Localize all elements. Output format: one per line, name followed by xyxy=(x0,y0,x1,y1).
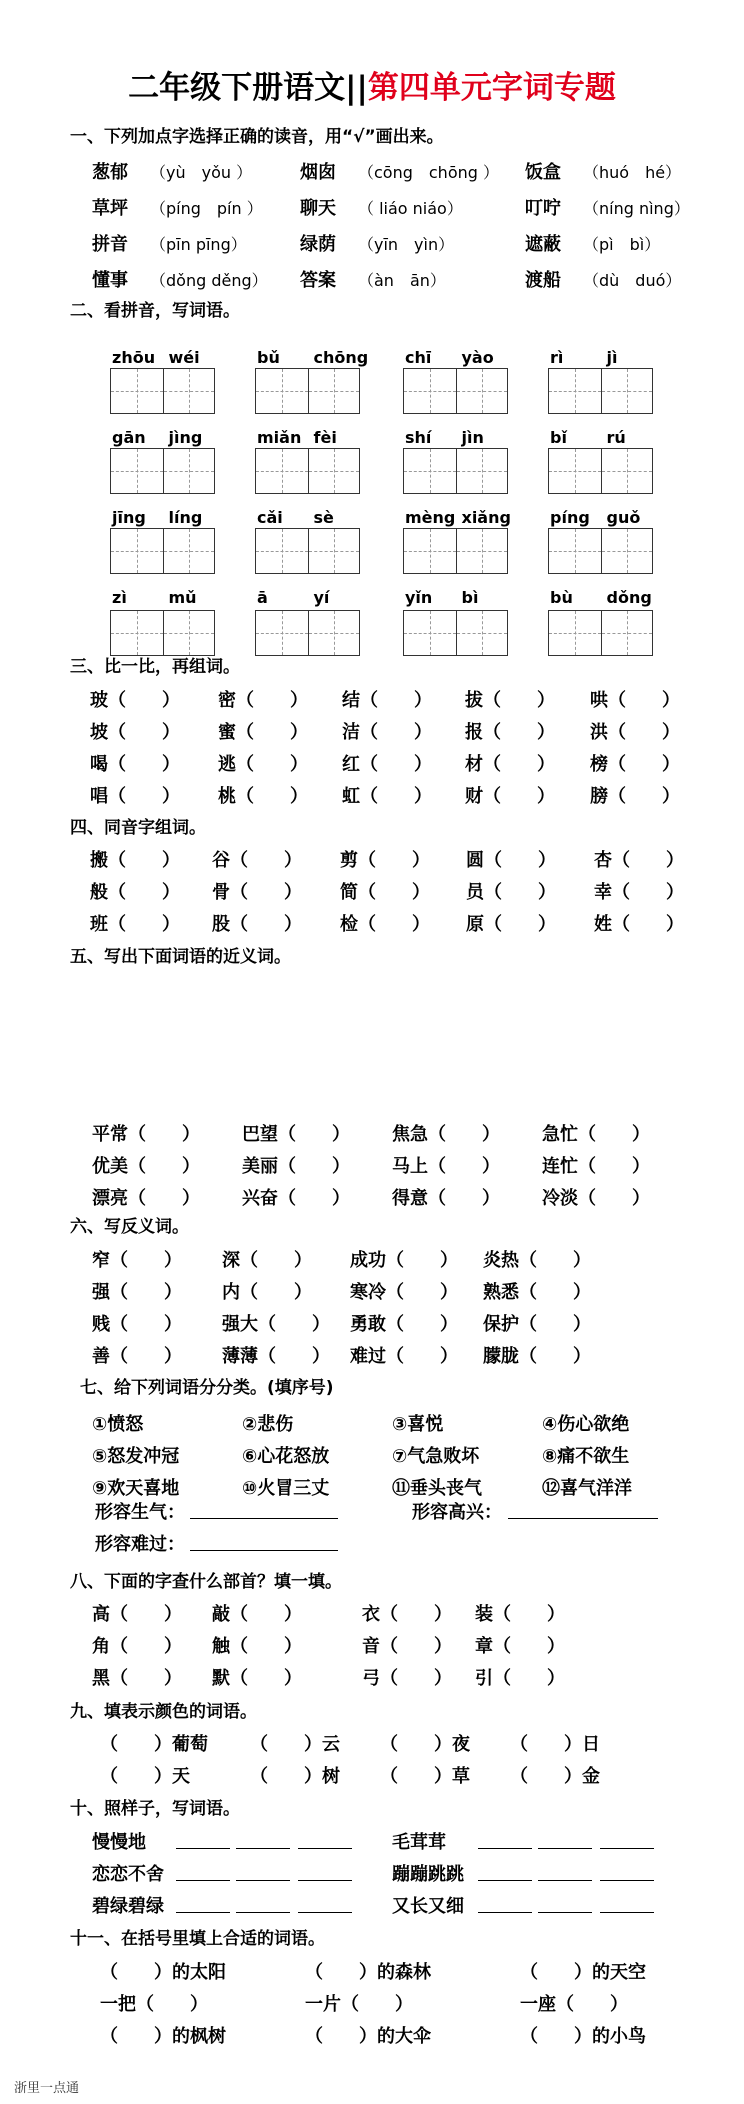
pinyin-label: chī xyxy=(405,348,432,367)
tian-grid-box[interactable] xyxy=(255,448,360,494)
homophone-word-item[interactable]: 简（ ） xyxy=(340,882,430,903)
tian-grid-box[interactable] xyxy=(548,368,653,414)
pronunciation-options[interactable]: （ liáo niáo） xyxy=(358,199,463,218)
fill-phrase-item[interactable]: 一把（ ） xyxy=(100,1994,208,2015)
color-word-row xyxy=(0,1730,744,1760)
pattern-blank[interactable] xyxy=(600,1912,654,1913)
fill-phrase-row xyxy=(0,1958,744,1988)
tian-cell[interactable] xyxy=(308,449,360,493)
pattern-blank[interactable] xyxy=(236,1912,290,1913)
classify-word: ①愤怒 xyxy=(92,1414,144,1435)
pinyin-label: guǒ xyxy=(606,508,641,527)
radical-word-item[interactable]: 黑（ ） xyxy=(92,1668,182,1689)
classify-word: ⑫喜气洋洋 xyxy=(542,1478,632,1499)
pattern-blank[interactable] xyxy=(298,1880,352,1881)
pinyin-label: zì xyxy=(112,588,127,607)
radical-word-item[interactable]: 弓（ ） xyxy=(362,1668,452,1689)
pronunciation-row xyxy=(0,158,744,188)
section-5-heading: 五、写出下面词语的近义词。 xyxy=(70,947,291,967)
compare-word-row xyxy=(0,750,744,780)
pronunciation-options[interactable]: （àn ān） xyxy=(358,271,446,290)
section-11-heading: 十一、在括号里填上合适的词语。 xyxy=(70,1929,325,1949)
pattern-blank[interactable] xyxy=(478,1848,532,1849)
radical-word-row xyxy=(0,1600,744,1630)
radical-word-row xyxy=(0,1632,744,1662)
compare-word-item[interactable]: 膀（ ） xyxy=(590,786,680,807)
section-2-heading: 二、看拼音，写词语。 xyxy=(70,301,240,321)
antonym-word-row xyxy=(0,1278,744,1308)
tian-grid-box[interactable] xyxy=(403,368,508,414)
homophone-word-item[interactable]: 搬（ ） xyxy=(90,850,180,871)
pinyin-label: rú xyxy=(606,428,626,447)
tian-cell[interactable] xyxy=(308,369,360,413)
antonym-word-item[interactable]: 寒冷（ ） xyxy=(350,1282,458,1303)
tian-grid-box[interactable] xyxy=(255,528,360,574)
antonym-word-item[interactable]: 保护（ ） xyxy=(483,1314,591,1335)
tian-cell[interactable] xyxy=(601,529,653,573)
radical-word-item[interactable]: 默（ ） xyxy=(212,1668,302,1689)
pinyin-label: líng xyxy=(168,508,203,527)
classify-word: ⑦气急败坏 xyxy=(392,1446,480,1467)
compare-word-item[interactable]: 蜜（ ） xyxy=(218,722,308,743)
pronunciation-row xyxy=(0,266,744,296)
homophone-word-item[interactable]: 员（ ） xyxy=(466,882,556,903)
compare-word-item[interactable]: 报（ ） xyxy=(465,722,555,743)
compare-word-item[interactable]: 唱（ ） xyxy=(90,786,180,807)
homophone-word-item[interactable]: 班（ ） xyxy=(90,914,180,935)
section-6-heading: 六、写反义词。 xyxy=(70,1217,189,1237)
synonym-word-row xyxy=(0,1152,744,1182)
color-word-item[interactable]: （ ）金 xyxy=(510,1766,600,1787)
pinyin-label: yǐn xyxy=(405,588,433,607)
tian-cell[interactable] xyxy=(163,611,215,655)
radical-word-item[interactable]: 音（ ） xyxy=(362,1636,452,1657)
compare-word-item[interactable]: 拔（ ） xyxy=(465,690,555,711)
antonym-word-item[interactable]: 炎热（ ） xyxy=(483,1250,591,1271)
pattern-blank[interactable] xyxy=(176,1912,230,1913)
tian-grid-box[interactable] xyxy=(548,528,653,574)
pattern-blank[interactable] xyxy=(478,1912,532,1913)
tian-cell[interactable] xyxy=(601,449,653,493)
tian-cell[interactable] xyxy=(111,369,163,413)
classify-word: ②悲伤 xyxy=(242,1414,294,1435)
pattern-example: 毛茸茸 xyxy=(392,1832,446,1853)
pinyin-label: miǎn xyxy=(257,428,302,447)
pinyin-label: bù xyxy=(550,588,573,607)
pronunciation-word: 聊天 xyxy=(300,198,336,219)
pinyin-label: jīng xyxy=(112,508,146,527)
classify-word: ④伤心欲绝 xyxy=(542,1414,630,1435)
antonym-word-item[interactable]: 薄薄（ ） xyxy=(222,1346,330,1367)
pinyin-label: fèi xyxy=(313,428,337,447)
compare-word-row xyxy=(0,718,744,748)
compare-word-item[interactable]: 逃（ ） xyxy=(218,754,308,775)
pronunciation-row xyxy=(0,230,744,260)
tian-cell[interactable] xyxy=(404,369,456,413)
pattern-blank[interactable] xyxy=(600,1880,654,1881)
pinyin-label: dǒng xyxy=(606,588,652,607)
compare-word-item[interactable]: 榜（ ） xyxy=(590,754,680,775)
pinyin-label: ā xyxy=(257,588,268,607)
color-word-item[interactable]: （ ）夜 xyxy=(380,1734,470,1755)
pinyin-label: jìn xyxy=(461,428,484,447)
pronunciation-word: 葱郁 xyxy=(92,162,128,183)
radical-word-item[interactable]: 装（ ） xyxy=(475,1604,565,1625)
pronunciation-word: 拼音 xyxy=(92,234,128,255)
synonym-word-item[interactable]: 得意（ ） xyxy=(392,1188,500,1209)
pattern-blank[interactable] xyxy=(538,1912,592,1913)
pronunciation-word: 烟囱 xyxy=(300,162,336,183)
section-10-heading: 十、照样子，写词语。 xyxy=(70,1799,240,1819)
tian-grid-box[interactable] xyxy=(548,448,653,494)
classify-word: ⑨欢天喜地 xyxy=(92,1478,180,1499)
homophone-word-item[interactable]: 般（ ） xyxy=(90,882,180,903)
pinyin-label: shí xyxy=(405,428,432,447)
section-3-heading: 三、比一比，再组词。 xyxy=(70,657,240,677)
tian-cell[interactable] xyxy=(111,529,163,573)
tian-grid-box[interactable] xyxy=(255,368,360,414)
pronunciation-word: 绿荫 xyxy=(300,234,336,255)
pattern-row xyxy=(0,1860,744,1890)
color-word-item[interactable]: （ ）日 xyxy=(510,1734,600,1755)
pattern-example: 蹦蹦跳跳 xyxy=(392,1864,464,1885)
tian-grid-box[interactable] xyxy=(110,368,215,414)
antonym-word-item[interactable]: 窄（ ） xyxy=(92,1250,182,1271)
classify-word: ⑤怒发冲冠 xyxy=(92,1446,180,1467)
radical-word-item[interactable]: 触（ ） xyxy=(212,1636,302,1657)
pattern-blank[interactable] xyxy=(176,1880,230,1881)
synonym-word-item[interactable]: 漂亮（ ） xyxy=(92,1188,200,1209)
category-happy-label: 形容高兴： xyxy=(412,1502,502,1523)
classify-word: ③喜悦 xyxy=(392,1414,444,1435)
tian-cell[interactable] xyxy=(456,369,508,413)
footer-watermark: 浙里一点通 xyxy=(14,2081,80,2096)
tian-grid-box[interactable] xyxy=(403,448,508,494)
synonym-word-item[interactable]: 冷淡（ ） xyxy=(542,1188,650,1209)
pinyin-label: mǔ xyxy=(168,588,197,607)
category-happy-blank[interactable] xyxy=(508,1518,658,1519)
tian-grid-box[interactable] xyxy=(403,610,508,656)
tian-cell[interactable] xyxy=(256,611,308,655)
homophone-word-item[interactable]: 谷（ ） xyxy=(212,850,302,871)
fill-phrase-item[interactable]: 一片（ ） xyxy=(305,1994,413,2015)
homophone-word-item[interactable]: 杏（ ） xyxy=(594,850,684,871)
fill-phrase-row xyxy=(0,2022,744,2052)
pinyin-label: píng xyxy=(550,508,590,527)
tian-cell[interactable] xyxy=(404,529,456,573)
tian-cell[interactable] xyxy=(549,611,601,655)
compare-word-item[interactable]: 哄（ ） xyxy=(590,690,680,711)
tian-cell[interactable] xyxy=(549,449,601,493)
pattern-blank[interactable] xyxy=(298,1848,352,1849)
homophone-word-item[interactable]: 幸（ ） xyxy=(594,882,684,903)
antonym-word-item[interactable]: 贱（ ） xyxy=(92,1314,182,1335)
radical-word-item[interactable]: 衣（ ） xyxy=(362,1604,452,1625)
compare-word-item[interactable]: 密（ ） xyxy=(218,690,308,711)
pinyin-label: bǔ xyxy=(257,348,280,367)
tian-cell[interactable] xyxy=(404,449,456,493)
classify-word: ⑧痛不欲生 xyxy=(542,1446,630,1467)
radical-word-item[interactable]: 敲（ ） xyxy=(212,1604,302,1625)
color-word-item[interactable]: （ ）树 xyxy=(250,1766,340,1787)
fill-phrase-item[interactable]: （ ）的天空 xyxy=(520,1962,646,1983)
antonym-word-item[interactable]: 朦胧（ ） xyxy=(483,1346,591,1367)
pinyin-label: yí xyxy=(313,588,330,607)
category-row-1 xyxy=(0,1498,744,1528)
synonym-word-item[interactable]: 优美（ ） xyxy=(92,1156,200,1177)
tian-cell[interactable] xyxy=(601,369,653,413)
fill-phrase-item[interactable]: 一座（ ） xyxy=(520,1994,628,2015)
antonym-word-item[interactable]: 成功（ ） xyxy=(350,1250,458,1271)
pinyin-label: jì xyxy=(606,348,618,367)
pronunciation-word: 饭盒 xyxy=(525,162,561,183)
pinyin-label: mèng xyxy=(405,508,456,527)
antonym-word-item[interactable]: 难过（ ） xyxy=(350,1346,458,1367)
antonym-word-row xyxy=(0,1310,744,1340)
category-angry-label: 形容生气： xyxy=(95,1502,185,1523)
fill-phrase-item[interactable]: （ ）的大伞 xyxy=(305,2026,431,2047)
fill-phrase-item[interactable]: （ ）的小鸟 xyxy=(520,2026,646,2047)
classify-row xyxy=(0,1442,744,1472)
pinyin-label: cǎi xyxy=(257,508,283,527)
homophone-word-item[interactable]: 圆（ ） xyxy=(466,850,556,871)
homophone-word-item[interactable]: 剪（ ） xyxy=(340,850,430,871)
pattern-blank[interactable] xyxy=(236,1848,290,1849)
section-9-heading: 九、填表示颜色的词语。 xyxy=(70,1702,257,1722)
synonym-word-item[interactable]: 兴奋（ ） xyxy=(242,1188,350,1209)
radical-word-row xyxy=(0,1664,744,1694)
pattern-blank[interactable] xyxy=(538,1880,592,1881)
antonym-word-item[interactable]: 善（ ） xyxy=(92,1346,182,1367)
tian-cell[interactable] xyxy=(308,611,360,655)
compare-word-item[interactable]: 喝（ ） xyxy=(90,754,180,775)
pronunciation-word: 草坪 xyxy=(92,198,128,219)
fill-phrase-item[interactable]: （ ）的森林 xyxy=(305,1962,431,1983)
pronunciation-options[interactable]: （yīn yìn） xyxy=(358,235,455,254)
pattern-blank[interactable] xyxy=(600,1848,654,1849)
tian-cell[interactable] xyxy=(549,369,601,413)
tian-grid-box[interactable] xyxy=(255,610,360,656)
pronunciation-word: 叮咛 xyxy=(525,198,561,219)
pronunciation-word: 答案 xyxy=(300,270,336,291)
antonym-word-item[interactable]: 熟悉（ ） xyxy=(483,1282,591,1303)
pinyin-label: bì xyxy=(461,588,479,607)
synonym-word-item[interactable]: 马上（ ） xyxy=(392,1156,500,1177)
section-1-heading: 一、下列加点字选择正确的读音，用“√”画出来。 xyxy=(70,127,444,147)
tian-cell[interactable] xyxy=(256,369,308,413)
color-word-item[interactable]: （ ）草 xyxy=(380,1766,470,1787)
classify-word: ⑥心花怒放 xyxy=(242,1446,330,1467)
tian-grid-box[interactable] xyxy=(110,610,215,656)
category-sad-blank[interactable] xyxy=(190,1550,338,1551)
compare-word-item[interactable]: 财（ ） xyxy=(465,786,555,807)
compare-word-item[interactable]: 红（ ） xyxy=(342,754,432,775)
pronunciation-options[interactable]: （yù yǒu ） xyxy=(150,163,253,182)
pronunciation-options[interactable]: （píng pín ） xyxy=(150,199,263,218)
color-word-item[interactable]: （ ）云 xyxy=(250,1734,340,1755)
antonym-word-row xyxy=(0,1342,744,1372)
tian-cell[interactable] xyxy=(111,611,163,655)
fill-phrase-row xyxy=(0,1990,744,2020)
category-angry-blank[interactable] xyxy=(190,1518,338,1519)
pronunciation-options[interactable]: （huó hé） xyxy=(583,163,682,182)
compare-word-item[interactable]: 结（ ） xyxy=(342,690,432,711)
section-8-heading: 八、下面的字查什么部首？填一填。 xyxy=(70,1572,342,1592)
pattern-blank[interactable] xyxy=(298,1912,352,1913)
tian-cell[interactable] xyxy=(111,449,163,493)
tian-cell[interactable] xyxy=(456,449,508,493)
pattern-example: 恋恋不舍 xyxy=(92,1864,164,1885)
tian-grid-box[interactable] xyxy=(403,528,508,574)
pronunciation-options[interactable]: （níng nìng） xyxy=(583,199,690,218)
category-sad-label: 形容难过： xyxy=(95,1534,185,1555)
synonym-word-item[interactable]: 焦急（ ） xyxy=(392,1124,500,1145)
antonym-word-item[interactable]: 勇敢（ ） xyxy=(350,1314,458,1335)
tian-cell[interactable] xyxy=(163,369,215,413)
pinyin-label: zhōu xyxy=(112,348,156,367)
tian-grid-box[interactable] xyxy=(548,610,653,656)
classify-row xyxy=(0,1410,744,1440)
synonym-word-item[interactable]: 美丽（ ） xyxy=(242,1156,350,1177)
pronunciation-options[interactable]: （dù duó） xyxy=(583,271,682,290)
pronunciation-word: 遮蔽 xyxy=(525,234,561,255)
pattern-blank[interactable] xyxy=(478,1880,532,1881)
homophone-word-item[interactable]: 原（ ） xyxy=(466,914,556,935)
pronunciation-word: 渡船 xyxy=(525,270,561,291)
compare-word-item[interactable]: 玻（ ） xyxy=(90,690,180,711)
color-word-item[interactable]: （ ）天 xyxy=(100,1766,190,1787)
tian-cell[interactable] xyxy=(456,611,508,655)
compare-word-row xyxy=(0,686,744,716)
tian-cell[interactable] xyxy=(404,611,456,655)
antonym-word-row xyxy=(0,1246,744,1276)
color-word-item[interactable]: （ ）葡萄 xyxy=(100,1734,208,1755)
pattern-example: 慢慢地 xyxy=(92,1832,146,1853)
pronunciation-row xyxy=(0,194,744,224)
synonym-word-row xyxy=(0,1120,744,1150)
fill-phrase-item[interactable]: （ ）的太阳 xyxy=(100,1962,226,1983)
homophone-word-row xyxy=(0,910,744,940)
compare-word-item[interactable]: 材（ ） xyxy=(465,754,555,775)
pronunciation-options[interactable]: （dǒng děng） xyxy=(150,271,268,290)
antonym-word-item[interactable]: 深（ ） xyxy=(222,1250,312,1271)
synonym-word-item[interactable]: 连忙（ ） xyxy=(542,1156,650,1177)
tian-cell[interactable] xyxy=(308,529,360,573)
synonym-word-item[interactable]: 急忙（ ） xyxy=(542,1124,650,1145)
section-4-heading: 四、同音字组词。 xyxy=(70,818,206,838)
tian-cell[interactable] xyxy=(256,529,308,573)
pronunciation-options[interactable]: （cōng chōng ） xyxy=(358,163,499,182)
compare-word-row xyxy=(0,782,744,812)
classify-word: ⑩火冒三丈 xyxy=(242,1478,330,1499)
synonym-word-item[interactable]: 平常（ ） xyxy=(92,1124,200,1145)
tian-cell[interactable] xyxy=(456,529,508,573)
homophone-word-item[interactable]: 骨（ ） xyxy=(212,882,302,903)
pronunciation-options[interactable]: （pì bì） xyxy=(583,235,661,254)
homophone-word-item[interactable]: 检（ ） xyxy=(340,914,430,935)
homophone-word-row xyxy=(0,878,744,908)
pinyin-label: gān xyxy=(112,428,146,447)
pinyin-label: yào xyxy=(461,348,494,367)
title-red: 第四单元字词专题 xyxy=(367,70,616,106)
pinyin-label: wéi xyxy=(168,348,200,367)
pinyin-label: chōng xyxy=(313,348,369,367)
tian-cell[interactable] xyxy=(163,529,215,573)
compare-word-item[interactable]: 洪（ ） xyxy=(590,722,680,743)
pronunciation-word: 懂事 xyxy=(92,270,128,291)
pinyin-label: sè xyxy=(313,508,334,527)
radical-word-item[interactable]: 高（ ） xyxy=(92,1604,182,1625)
pinyin-label: jìng xyxy=(168,428,203,447)
pattern-blank[interactable] xyxy=(236,1880,290,1881)
pattern-row xyxy=(0,1828,744,1858)
category-row-2 xyxy=(0,1530,744,1560)
pinyin-label: rì xyxy=(550,348,564,367)
pronunciation-options[interactable]: （pīn pīng） xyxy=(150,235,247,254)
pattern-row xyxy=(0,1892,744,1922)
radical-word-item[interactable]: 引（ ） xyxy=(475,1668,565,1689)
fill-phrase-item[interactable]: （ ）的枫树 xyxy=(100,2026,226,2047)
radical-word-item[interactable]: 角（ ） xyxy=(92,1636,182,1657)
compare-word-item[interactable]: 虹（ ） xyxy=(342,786,432,807)
compare-word-item[interactable]: 洁（ ） xyxy=(342,722,432,743)
tian-grid-box[interactable] xyxy=(110,528,215,574)
pattern-example: 碧绿碧绿 xyxy=(92,1896,164,1917)
radical-word-item[interactable]: 章（ ） xyxy=(475,1636,565,1657)
tian-cell[interactable] xyxy=(256,449,308,493)
antonym-word-item[interactable]: 强（ ） xyxy=(92,1282,182,1303)
synonym-word-row xyxy=(0,1184,744,1214)
pattern-example: 又长又细 xyxy=(392,1896,464,1917)
tian-cell[interactable] xyxy=(163,449,215,493)
antonym-word-item[interactable]: 内（ ） xyxy=(222,1282,312,1303)
homophone-word-row xyxy=(0,846,744,876)
homophone-word-item[interactable]: 姓（ ） xyxy=(594,914,684,935)
section-7-heading: 七、给下列词语分分类。(填序号) xyxy=(80,1378,334,1398)
antonym-word-item[interactable]: 强大（ ） xyxy=(222,1314,330,1335)
classify-word: ⑪垂头丧气 xyxy=(392,1478,482,1499)
homophone-word-item[interactable]: 股（ ） xyxy=(212,914,302,935)
tian-cell[interactable] xyxy=(601,611,653,655)
page-title xyxy=(0,62,744,107)
pattern-blank[interactable] xyxy=(538,1848,592,1849)
synonym-word-item[interactable]: 巴望（ ） xyxy=(242,1124,350,1145)
pinyin-label: xiǎng xyxy=(461,508,511,527)
tian-grid-box[interactable] xyxy=(110,448,215,494)
pattern-blank[interactable] xyxy=(176,1848,230,1849)
tian-cell[interactable] xyxy=(549,529,601,573)
color-word-row xyxy=(0,1762,744,1792)
title-black: 二年级下册语文|| xyxy=(128,70,368,106)
compare-word-item[interactable]: 坡（ ） xyxy=(90,722,180,743)
compare-word-item[interactable]: 桃（ ） xyxy=(218,786,308,807)
pinyin-label: bǐ xyxy=(550,428,567,447)
